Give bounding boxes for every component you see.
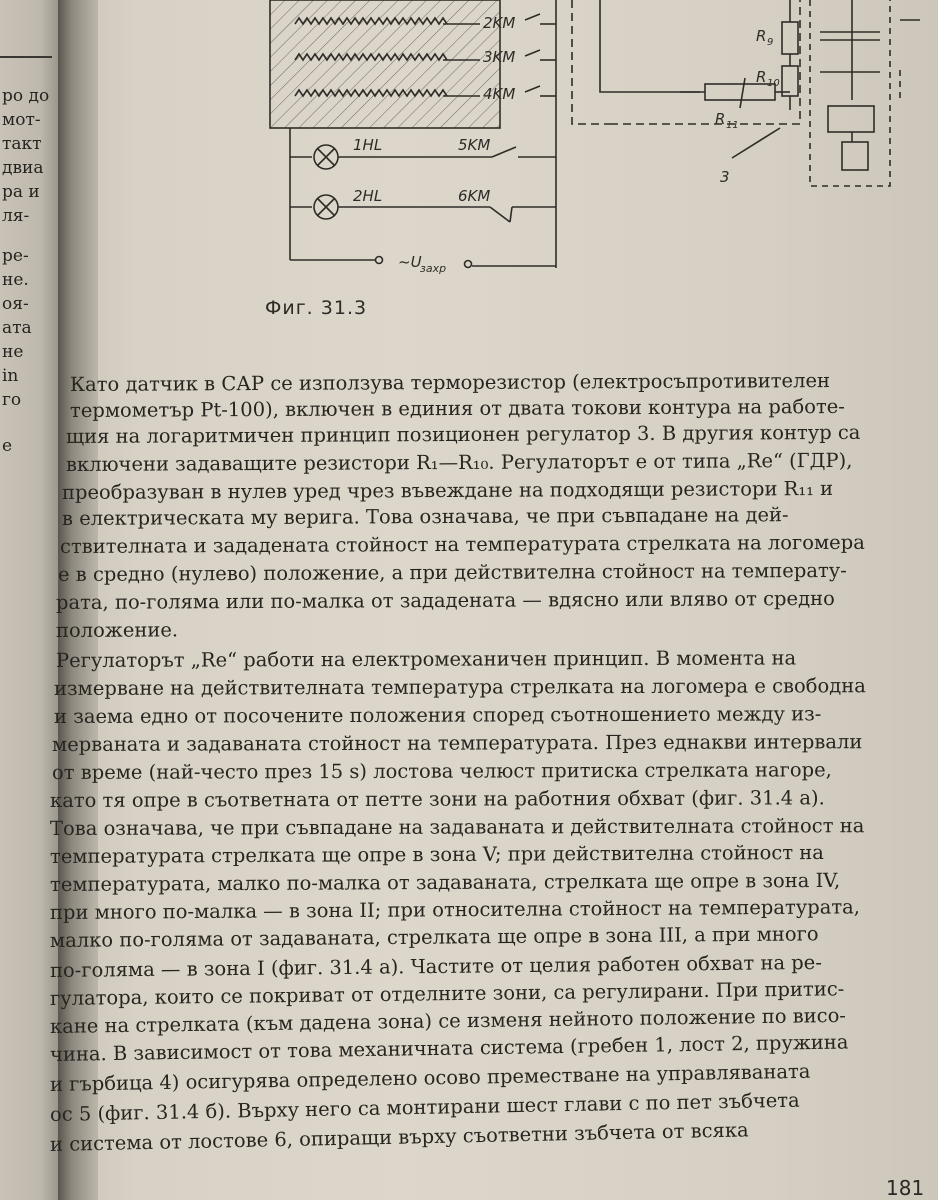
- text-line: щия на логаритмичен принцип позиционен регулатор 3. В другия контур са: [65, 420, 861, 448]
- text-line: рата, по-голяма или по-малка от зададената — вдясно или вляво от средно: [55, 586, 835, 614]
- left-fragment: двиа: [2, 158, 44, 178]
- text-line: измерване на действителната температура стрелката на логомера е свободна: [53, 674, 866, 700]
- text-line: по-голяма — в зона I (фиг. 31.4 a). Частите от целия работен обхват на ре-: [49, 950, 822, 982]
- label-supply-sub: захр: [420, 262, 447, 275]
- text-line: малко по-голяма от задаваната, стрелката ще опре в зона III, а при много: [49, 922, 819, 952]
- left-fragment: не.: [2, 270, 29, 290]
- figure-caption: Фиг. 31.3: [265, 297, 368, 319]
- left-fragment: е: [2, 436, 13, 456]
- left-fragment: го: [2, 390, 22, 410]
- text-line: Като датчик в САР се използува терморезистор (електросъпротивителен: [69, 369, 831, 396]
- circuit-diagram: [200, 0, 938, 300]
- left-fragment: такт: [2, 134, 42, 154]
- text-line: и заема едно от посочените положения според съотношението между из-: [53, 702, 822, 728]
- text-line: мерваната и задаваната стойност на температурата. През еднакви интервали: [51, 730, 863, 756]
- text-line: ос 5 (фиг. 31.4 б). Върху него са монтирани шест глави с по пет зъбчета: [49, 1088, 800, 1126]
- left-fragment: оя-: [2, 294, 29, 314]
- text-line: като тя опре в съответната от петте зони на работния обхват (фиг. 31.4 a).: [49, 786, 825, 812]
- left-fragment: in: [2, 366, 19, 386]
- text-line: е в средно (нулево) положение, а при действителна стойност на температу-: [57, 558, 847, 586]
- label-number-3: 3: [720, 168, 730, 186]
- text-line: при много по-малка — в зона II; при относителна стойност на температурата,: [49, 895, 860, 924]
- label-2km: 2KM: [483, 14, 516, 32]
- text-line: преобразуван в нулев уред чрез въвеждане на подходящи резистори R₁₁ и: [61, 476, 834, 504]
- page-number: 181: [886, 1176, 925, 1200]
- left-fragment: ля-: [2, 206, 30, 226]
- label-r10-sub: 10: [767, 78, 780, 89]
- text-line: включени задаващите резистори R₁—R₁₀. Регулаторът е от типа „Re“ (ГДР),: [65, 448, 853, 476]
- label-1hl: 1HL: [353, 136, 383, 154]
- left-fragment: ра и: [2, 182, 40, 202]
- label-r11-sub: 11: [726, 120, 739, 131]
- text-line: чина. В зависимост от това механичната система (гребен 1, лост 2, пружина: [49, 1030, 849, 1066]
- label-4km: 4KM: [483, 85, 516, 103]
- text-line: температурата стрелката ще опре в зона V; при действителна стойност на: [49, 840, 824, 868]
- left-fragment: ата: [2, 318, 32, 338]
- text-line: и гърбица 4) осигурява определено осово преместване на управляваната: [49, 1059, 811, 1096]
- text-line: положение.: [55, 618, 179, 642]
- left-fragment: ре-: [2, 246, 29, 266]
- label-r9: R: [756, 27, 767, 45]
- text-line: Регулаторът „Re“ работи на електромеханичен принцип. В момента на: [55, 646, 797, 672]
- text-line: ствителната и зададената стойност на температурата стрелката на логомера: [59, 530, 865, 558]
- label-supply: ~U: [398, 253, 422, 271]
- text-line: Това означава, че при съвпадане на задаваната и действителната стойност на: [49, 814, 865, 840]
- label-r9-sub: 9: [767, 37, 774, 48]
- label-5km: 5KM: [458, 136, 491, 154]
- left-fragment: не: [2, 342, 24, 362]
- text-line: от време (най-често през 15 s) лостова челюст притиска стрелката нагоре,: [51, 758, 832, 784]
- left-fragment: мот-: [2, 110, 41, 130]
- left-fragment: ро до: [2, 86, 50, 106]
- left-page-rule: [0, 56, 52, 58]
- text-line: гулатора, които се покриват от отделните зони, са регулирани. При притис-: [49, 977, 845, 1010]
- label-3km: 3KM: [483, 48, 516, 66]
- label-r10: R: [756, 68, 767, 86]
- text-line: и система от лостове 6, опиращи върху съответни зъбчета от всяка: [49, 1118, 749, 1156]
- label-6km: 6KM: [458, 187, 491, 205]
- label-r11: R: [715, 110, 726, 128]
- label-2hl: 2HL: [353, 187, 383, 205]
- text-line: температурата, малко по-малка от задаваната, стрелката ще опре в зона IV,: [49, 868, 841, 896]
- text-line: в електрическата му верига. Това означава, че при съвпадане на дей-: [61, 503, 789, 530]
- text-line: кане на стрелката (към дадена зона) се изменя нейното положение по висо-: [49, 1003, 847, 1038]
- text-line: термометър Pt-100), включен в единия от двата токови контура на работе-: [69, 394, 845, 422]
